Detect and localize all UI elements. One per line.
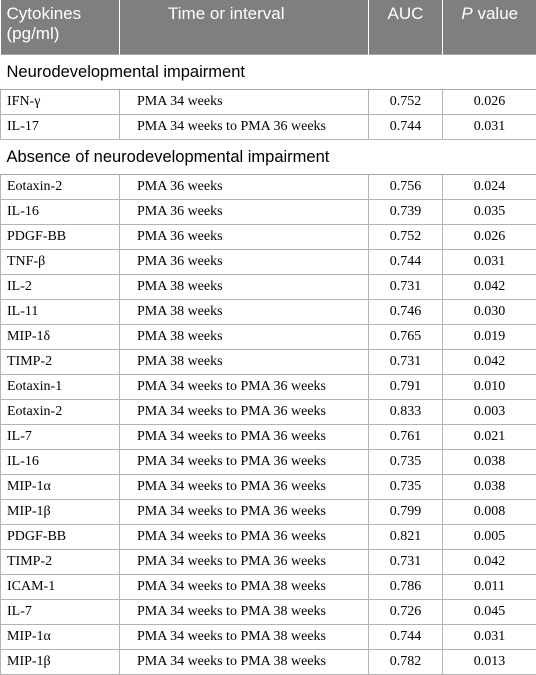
auc-cell: 0.761 [369, 424, 443, 449]
time-interval-cell: PMA 34 weeks to PMA 38 weeks [120, 599, 369, 624]
table-row [1, 524, 536, 549]
p-value-cell: 0.038 [443, 474, 536, 499]
auc-cell: 0.791 [369, 374, 443, 399]
cytokine-cell: IFN-γ [1, 89, 120, 114]
auc-cell: 0.799 [369, 499, 443, 524]
header-time-interval: Time or interval [120, 0, 369, 54]
time-interval-cell: PMA 34 weeks to PMA 36 weeks [120, 524, 369, 549]
cytokine-cell: IL-7 [1, 424, 120, 449]
cytokine-cell: IL-2 [1, 274, 120, 299]
p-value-cell: 0.031 [443, 249, 536, 274]
auc-cell: 0.746 [369, 299, 443, 324]
header-cytokines: Cytokines (pg/ml) [1, 0, 120, 54]
p-value-cell: 0.019 [443, 324, 536, 349]
auc-cell: 0.756 [369, 174, 443, 199]
p-value-cell: 0.024 [443, 174, 536, 199]
time-interval-cell: PMA 34 weeks to PMA 36 weeks [120, 449, 369, 474]
p-value-cell: 0.010 [443, 374, 536, 399]
time-interval-cell: PMA 34 weeks to PMA 36 weeks [120, 374, 369, 399]
table-row [1, 274, 536, 299]
table-row [1, 599, 536, 624]
time-interval-cell: PMA 38 weeks [120, 274, 369, 299]
table-row [1, 424, 536, 449]
p-value-cell: 0.035 [443, 199, 536, 224]
cytokine-cell: IL-7 [1, 599, 120, 624]
p-value-cell: 0.026 [443, 89, 536, 114]
section-title: Absence of neurodevelopmental impairment [1, 139, 536, 174]
auc-cell: 0.735 [369, 449, 443, 474]
time-interval-cell: PMA 38 weeks [120, 349, 369, 374]
table-row [1, 224, 536, 249]
auc-cell: 0.739 [369, 199, 443, 224]
p-value-cell: 0.013 [443, 649, 536, 674]
auc-cell: 0.786 [369, 574, 443, 599]
cytokine-cell: IL-16 [1, 199, 120, 224]
cytokine-cell: IL-11 [1, 299, 120, 324]
time-interval-cell: PMA 34 weeks to PMA 36 weeks [120, 549, 369, 574]
table-header [1, 0, 536, 54]
auc-cell: 0.726 [369, 599, 443, 624]
p-value-cell: 0.042 [443, 549, 536, 574]
table-row [1, 624, 536, 649]
p-value-cell: 0.008 [443, 499, 536, 524]
time-interval-cell: PMA 34 weeks to PMA 38 weeks [120, 574, 369, 599]
table-row [1, 649, 536, 674]
time-interval-cell: PMA 34 weeks to PMA 36 weeks [120, 114, 369, 139]
auc-cell: 0.752 [369, 224, 443, 249]
time-interval-cell: PMA 34 weeks to PMA 38 weeks [120, 649, 369, 674]
time-interval-cell: PMA 38 weeks [120, 299, 369, 324]
time-interval-cell: PMA 36 weeks [120, 249, 369, 274]
p-value-cell: 0.031 [443, 114, 536, 139]
auc-cell: 0.752 [369, 89, 443, 114]
p-value-cell: 0.011 [443, 574, 536, 599]
p-value-cell: 0.042 [443, 349, 536, 374]
time-interval-cell: PMA 34 weeks to PMA 38 weeks [120, 624, 369, 649]
time-interval-cell: PMA 34 weeks to PMA 36 weeks [120, 399, 369, 424]
header-p-value [443, 0, 536, 54]
cytokine-cell: MIP-1δ [1, 324, 120, 349]
table-row [1, 549, 536, 574]
cytokine-cell: TNF-β [1, 249, 120, 274]
auc-cell: 0.782 [369, 649, 443, 674]
auc-cell: 0.821 [369, 524, 443, 549]
table-row [1, 499, 536, 524]
header-p-letter: P [461, 4, 472, 23]
auc-cell: 0.735 [369, 474, 443, 499]
time-interval-cell: PMA 34 weeks to PMA 36 weeks [120, 424, 369, 449]
table-body [1, 54, 536, 674]
p-value-cell: 0.030 [443, 299, 536, 324]
table-row [1, 474, 536, 499]
cytokine-cell: MIP-1α [1, 474, 120, 499]
auc-cell: 0.744 [369, 249, 443, 274]
auc-cell: 0.765 [369, 324, 443, 349]
time-interval-cell: PMA 36 weeks [120, 199, 369, 224]
table-row [1, 574, 536, 599]
cytokine-cell: PDGF-BB [1, 524, 120, 549]
table-row [1, 199, 536, 224]
time-interval-cell: PMA 36 weeks [120, 224, 369, 249]
table-row [1, 324, 536, 349]
auc-cell: 0.731 [369, 274, 443, 299]
section-row [1, 139, 536, 174]
p-value-cell: 0.038 [443, 449, 536, 474]
cytokine-cell: MIP-1β [1, 649, 120, 674]
table-row [1, 399, 536, 424]
cytokine-cell: IL-17 [1, 114, 120, 139]
table-row [1, 174, 536, 199]
auc-cell: 0.731 [369, 349, 443, 374]
p-value-cell: 0.045 [443, 599, 536, 624]
table-row [1, 249, 536, 274]
section-title: Neurodevelopmental impairment [1, 54, 536, 89]
cytokine-cell: ICAM-1 [1, 574, 120, 599]
header-auc: AUC [369, 0, 443, 54]
section-row [1, 54, 536, 89]
auc-cell: 0.833 [369, 399, 443, 424]
p-value-cell: 0.042 [443, 274, 536, 299]
p-value-cell: 0.005 [443, 524, 536, 549]
table-row [1, 299, 536, 324]
table-row [1, 89, 536, 114]
cytokine-cell: TIMP-2 [1, 549, 120, 574]
time-interval-cell: PMA 36 weeks [120, 174, 369, 199]
cytokine-cell: IL-16 [1, 449, 120, 474]
cytokine-cell: MIP-1α [1, 624, 120, 649]
cytokine-cell: MIP-1β [1, 499, 120, 524]
auc-cell: 0.731 [369, 549, 443, 574]
table-row [1, 449, 536, 474]
p-value-cell: 0.021 [443, 424, 536, 449]
header-row [1, 0, 536, 54]
p-value-cell: 0.026 [443, 224, 536, 249]
p-value-cell: 0.031 [443, 624, 536, 649]
time-interval-cell: PMA 34 weeks to PMA 36 weeks [120, 474, 369, 499]
time-interval-cell: PMA 38 weeks [120, 324, 369, 349]
cytokine-cell: Eotaxin-2 [1, 174, 120, 199]
cytokine-cell: Eotaxin-2 [1, 399, 120, 424]
cytokine-cell: Eotaxin-1 [1, 374, 120, 399]
p-value-cell: 0.003 [443, 399, 536, 424]
time-interval-cell: PMA 34 weeks to PMA 36 weeks [120, 499, 369, 524]
time-interval-cell: PMA 34 weeks [120, 89, 369, 114]
auc-cell: 0.744 [369, 114, 443, 139]
table-row [1, 114, 536, 139]
header-value-word: value [473, 4, 518, 23]
table-row [1, 349, 536, 374]
table-row [1, 374, 536, 399]
cytokine-cell: TIMP-2 [1, 349, 120, 374]
cytokine-cell: PDGF-BB [1, 224, 120, 249]
auc-cell: 0.744 [369, 624, 443, 649]
